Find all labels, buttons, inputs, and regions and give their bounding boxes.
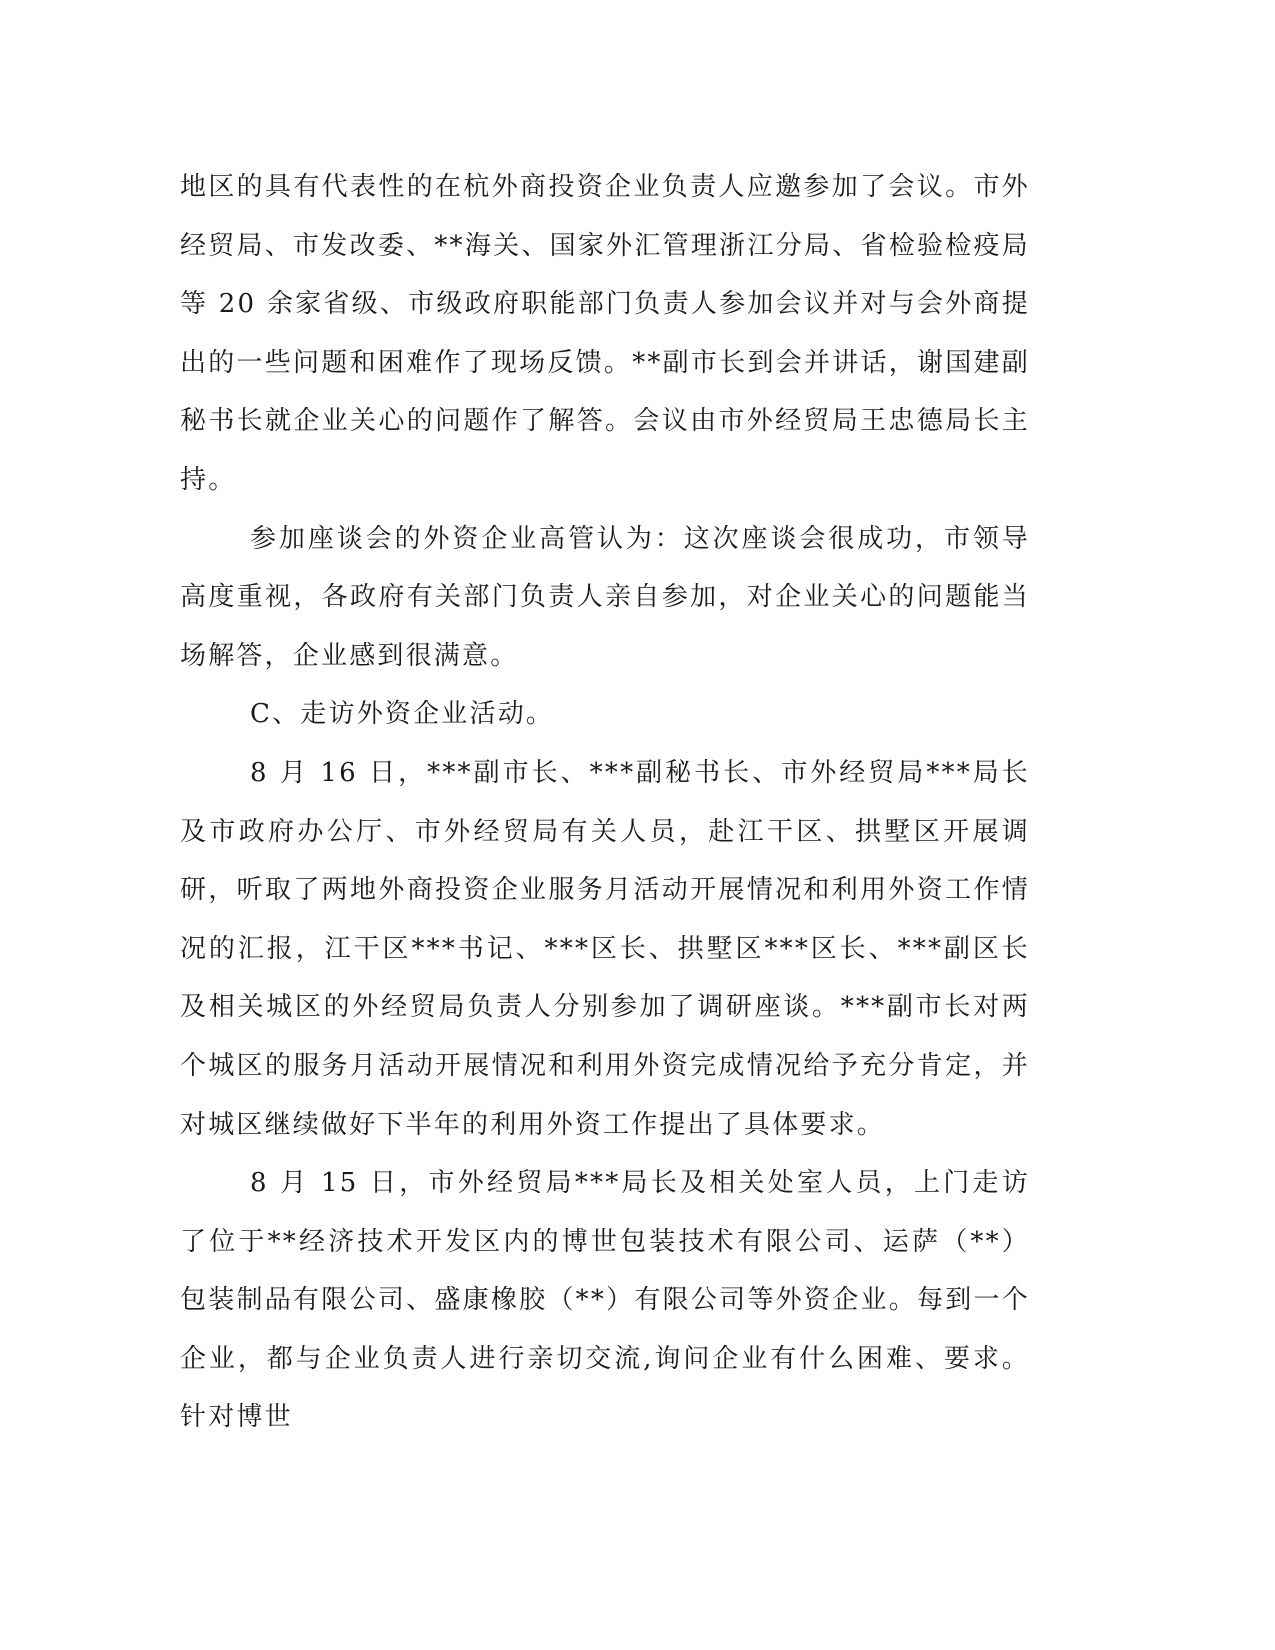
section-heading-visit-activity: C、走访外资企业活动。	[250, 699, 555, 730]
paragraph-meeting-attendees: 地区的具有代表性的在杭外商投资企业负责人应邀参加了会议。市外经贸局、市发改委、**海关、国家外汇管理浙江分局、省检验检疫局等 20 余家省级、市级政府职能部门负责人参加会议并对与会外商提出的一些问题和困难作了现场反馈。**副市长到会并讲话，谢国建副秘书长就企业关心的问题作了解答。会议由市外经贸局王忠德局长主持。	[180, 172, 1030, 495]
document-body	[180, 158, 1030, 1447]
paragraph-executive-feedback: 参加座谈会的外资企业高管认为：这次座谈会很成功，市领导高度重视，各政府有关部门负责人亲自参加，对企业关心的问题能当场解答，企业感到很满意。	[180, 523, 1030, 671]
paragraph-aug-16-research: 8 月 16 日，***副市长、***副秘书长、市外经贸局***局长及市政府办公厅、市外经贸局有关人员，赴江干区、拱墅区开展调研，听取了两地外商投资企业服务月活动开展情况和利用外资工作情况的汇报，江干区***书记、***区长、拱墅区***区长、***副区长及相关城区的外经贸局负责人分别参加了调研座谈。***副市长对两个城区的服务月活动开展情况和利用外资完成情况给予充分肯定，并对城区继续做好下半年的利用外资工作提出了具体要求。	[180, 757, 1030, 1140]
paragraph-aug-15-visit: 8 月 15 日，市外经贸局***局长及相关处室人员，上门走访了位于**经济技术开发区内的博世包装技术有限公司、运萨（**）包装制品有限公司、盛康橡胶（**）有限公司等外资企业。每到一个企业，都与企业负责人进行亲切交流,询问企业有什么困难、要求。针对博世	[180, 1168, 1030, 1433]
